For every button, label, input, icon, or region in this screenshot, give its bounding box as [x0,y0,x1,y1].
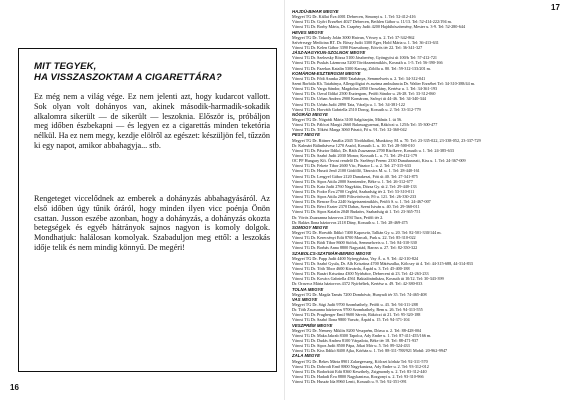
list-item: Dr. Kalmári Bálinthávesz 1270 Aszód, Kossuth L. u. 10. Tel: 28-500-010 [292,142,415,148]
list-item: Városi TG Dr. Bodorkúti Edit 8360 Keszthely, Zsigmondy u. 2. Tel: 83-312-440 [292,368,427,374]
list-item: Városi TG Dr. Borhy Márta, Dr. Csapény Judit 4200 Hajdúböszörmény, Mester u. 3-9. Tel: 52-280-644 [292,24,466,30]
county-heading: VESZPRÉM MEGYE [292,322,333,328]
list-item: Városi TG Dr. Sipos Attila 2085 Pilisvörösvár, Fő u. 121. Tel: 26-330-233 [292,194,417,200]
list-item: Városi TG Dr. Tóth Tibor 4600 Kisvárda, Árpád u. 3. Tel: 45-400-188 [292,266,410,272]
list-item: Városi TG Dr. Puskás Lázmrosa 5200 Törökszentmiklós, Kossuth u. 1-5. Tel: 56-390-166 [292,60,443,66]
county-heading: JÁSZ-NAGYKUN-SZOLNOK MEGYE [292,50,366,56]
list-item: Szívérrsegy Medicina BT. Dr. Böszy Judit 3300 Eger, Hold Mária u. 1. Tel: 36-413-631 [292,39,439,45]
list-item: Városi TG Dr. Szabó Gyula, Dr. Alb Krisztina 4700 Mátészalka, Kölcsey út 4. Tel: 44-315-688, 44-314-833 [292,260,473,266]
list-item: Városi TG Dr. Maka Jakrab 8300 Tapolca, Ady Endre u. 1. Tel: 87-411-455/166 m. [292,332,432,338]
list-item: Városi TG Dr. Sipos Judit 8500 Pápa, Jókai Mór u. 5. Tel: 89-324-433 [292,343,410,349]
list-item: Városi TG Dr. Prugberger Emil 9600 Sárvár, Rákóczi út 21. Tel: 95-320-188 [292,312,421,318]
list-item: Városi TG Dr. Horváth Gabriella 2510 Dorog, Kossuth u. 2. Tel: 33-312-779 [292,106,421,112]
list-item: Megyei TG Dr. Sági Judit 9700 Szombathely, Petőfi u. 43. Tel: 94-311-288 [292,302,418,308]
list-item: Megyei TG Dr. Tokody Jolán 3000 Hatvan, Vécsey u. 2. Tel: 37-342-862 [292,34,415,40]
box-title-line1: MIT TEGYEK, [34,61,97,72]
list-item: Városi TG Dr. Pásztor Ildikó, Dr. Ráth Zsuzsanna 2700 Rácfkeve, Kossuth u. 1. Tel: 24-385-633 [292,147,454,153]
county-heading: VAS MEGYE [292,296,318,302]
list-item: Városi TG Dr. Fődi Aranka 2800 Tatabánya, Semmelweis u. 2. Tel: 34-312-041 [292,75,426,81]
list-item: Városi TG Dr. Kerecsényi Edit 8700 Marcali, Park u. 22. Tel: 85-310-022 [292,235,416,241]
county-heading: TOLNA MEGYE [292,286,324,292]
list-item: Városi TG Dr. Bencze Éva 2240 Szigetszentmiklós, Petőfi S. u. 1. Tel: 24-467-007 [292,199,431,205]
county-heading: KOMÁROM-ESZTERGOM MEGYE [292,70,361,76]
list-item: Városi TG Dr. Hadadi Éva 8800 Nagykanizsa, Rozgonyi u. 2. Tel: 93-310-966 [292,373,424,379]
list-item: Városi TG Dr. Ozval Ildikó 2500 Esztergom, Petőfi Sándor u. 26-28. Tel: 33-312-060 [292,91,436,97]
box-paragraph-1: Ez még nem a világ vége. Ez nem jelenti azt, hogy kudarcot vallott. Sok olyan volt dohányos van, akinek második-harmadik-sokadik alkalomra sikerült — de sikerült — leszoknia. Először is, próbáljon meg időben észbekapni — és legyen ez a cigarettás minden teketória nélkül. Ha ez nem megy, kezdje elölről az egészet: készüljön fel, tűzzön ki egy napot, amikor abbahagyja... stb. [34,92,270,150]
list-item: Dr. Balázs Ilona háziorvos 2118 Dány, Kossuth u. 1. Tel: 28-469-475 [292,219,408,225]
list-item: Városi TG Dr. Sipos Katalin 2040 Budaörs, Szabadság út 1. Tel: 23-365-751 [292,209,421,215]
list-item: Városi TG Dr. Győri Erzsébet 4027 Debrecen, Bethlen Gábor u. 11/13. Tel: 52-414-222/194 m. [292,19,452,25]
list-item: Városi TG Dr. Huszti Jenő 2100 Gödöllő, Táncsics M. u. 1. Tel: 28-440-161 [292,168,420,174]
list-item: Városi TG Dr. Szabó Judit 2030 Monor, Kossuth L. u. 71. Tel: 29-412-179 [292,152,418,158]
county-heading: SZABOLCS-SZATMÁR-BEREG MEGYE [292,250,372,256]
list-item: Megyei TG Dr. Rittner Amália 2045 Törökbálint, Munkácsy M. u. 70. Tel: 23-335-022, 23-338-052, 23-337-729 [292,137,481,143]
list-item: Megyei TG Dr. Papp Judit 4400 Nyíregyháza, Vay Á. u. 9. Tel: 42-310-824 [292,255,419,261]
list-item: Városi TG Dr. Fodor Éva 2700 Cegléd, Szabadság tér 2. Tel: 53-310-011 [292,188,415,194]
county-heading: PEST MEGYE [292,132,320,138]
list-item: Városi TG Dr. Kata Judit 2760 Nagykáta, Dózsa Gy. út 2. Tel: 29-440-133 [292,183,417,189]
list-item: Dr. Oravecz Mária háziorvos 4372 Nyírbéltek, Kertész u. 49. Tel: 42-380-033 [292,281,423,287]
list-item: Városi TG Dr. Dobrodi Ernő 8800 Nagykanizsa, Ady Endre u. 2. Tel: 93-312-012 [292,363,429,369]
list-item: Városi TG Dr. Varga Sándor, Magdolna 2850 Oroszlány, Kertész u. 1. Tel: 34-361-193 [292,86,438,92]
list-item: Megyei TG Dr. Bekes Márta 8901 Zalaegerszeg, Kölcsei körház Tel: 92-311-570 [292,358,428,364]
list-item: Városi TG Dr. Huszár Ida 8960 Lenti, Kossuth u. 9. Tel: 92-351-091 [292,379,407,385]
list-item: Megyei TG Dr. Horváth Ildikó 7400 Kaposvár, Tallián Gy. u. 20. Tel: 82-501-330/144 m. [292,230,442,236]
list-item: Dr. Tóth Zsuzsanna háziorvos 9700 Szombathely, Bem u. 26. Tel: 94-313-555 [292,307,423,313]
list-item: Megyei TG Dr. Magda Tamás 7200 Dombóvár, Hunyadi tér 35. Tel: 74-465-408 [292,291,427,297]
county-heading: ZALA MEGYE [292,353,321,359]
list-item: Városi TG Dr. Kiss Ildikó 8400 Ajka, Kórház u. 1. Tel: 88-311-788/921 Mobil: 20-962-9947 [292,348,448,354]
list-item: Városi TG Dr. Tőkési Marga 3060 Pásztó, Fő u. 91. Tel: 32-360-042 [292,127,407,133]
list-item: Városi TG Dr. Bérci Eszter 2370 Dabas, Szent István u. 40. Tel: 29-360-011 [292,204,420,210]
county-heading: HEVES MEGYE [292,29,324,35]
list-item: Városi TG Dr. Dudás Andrea 8100 Várpalota, Béke tér 18. Tel: 88-471-937 [292,338,419,343]
county-heading: SOMOGY MEGYE [292,224,328,230]
gutter [284,0,285,400]
list-item: Városi TG Dr. Szelezsky Rózsa 5100 Jászberény, Gyöngyösi út 100/b Tel: 57-412-721 [292,55,438,61]
list-item: Városi TG Dr. Basári Krisztina 4300 Nyírbátor, Debreceni út 23. Tel: 42-263-233 [292,271,429,277]
list-item: Városi TG Dr. Pálóczi Margit 2660 Balassagyarmat, Rákóczi u. 125/b Tel: 35-300-477 [292,122,438,128]
list-item: Városi TG Dr. Kelen Gábor 3390 Füzesabony, Eötvös tér 22. Tel: 36-341-327 [292,44,423,50]
list-item: Városi TG Dr. Bódi Tibor 8600 Siófok, Semmelweis u. 1. Tel: 84-310-330 [292,240,417,246]
left-page [0,0,283,400]
list-item: Szent Borbála Kh. Tatabánya, Allergológiai és asztma ambulancia Dr. Walter Erzsébet Tel: 34-310-388/44 m. [292,80,476,86]
list-item: Megyei TG Dr. Nógrádi Mária 3100 Salgótarján, Málnás 1. út 56. [292,116,403,122]
box-title-line2: HA VISSZASZOKTAM A CIGARETTÁRA? [34,72,222,83]
list-item: Városi TG Dr. Urbán Judit 2890 Tata, Váralja u. 1. Tel: 34-381-122 [292,101,405,107]
box-paragraph-2: Rengeteget viccelődnek az emberek a dohányzás abbahagyásáról. Az első időben úgy tűnik óráról, hogy minden ilyen vicc poénja Önön csattan. Jusson eszébe azonban, hogy a dohányzás, a dohányzás okozta betegségek és egyéb hátrányok sajnos nagyon is komoly dolgok. Mondhatjuk: halálosan komolyak. Szabaduljon meg ettől: a leszokás idője telik és nem mindig könnyű. De megéri! [34,194,270,252]
page-number-right: 17 [551,3,560,12]
list-item: Megyei TG Dr. Kállai Éva 4001 Debrecen, Simonyi u. 1. Tel: 52-412-416 [292,14,416,20]
list-item: Városi TG Dr. Lengyel Gábor 2120 Dunakeszi, Fóti út 40. Tel: 27-341-875 [292,173,418,179]
page-number-left: 16 [10,383,19,392]
county-heading: HAJDÚ-BIHAR MEGYE [292,9,339,14]
list-item: Megyei TG Dr. Nemesy Miklós 8200 Veszprém, Dózsa u. 2. Tel: 88-428-004 [292,327,422,333]
county-heading: NÓGRÁD MEGYE [292,111,328,117]
list-item: OC PF Hungary Kft. Örvosi rendelő Dr. Szelényi Ferenc 2330 Dunaharaszti, Kiss u. 1. Tel: 24-367-009 [292,158,466,164]
address-list [292,9,566,384]
list-item: Városi TG Dr. Sipos Attila 2000 Szentendre, Béke u. 1. Tel: 26-312-677 [292,178,413,184]
list-item: Városi TG Dr. Kovács Gabriella 4561 Baktalórántháza, Kossuth út 10/12. Tel: 30-343-399 [292,276,444,282]
list-item: Városi TG Dr. Fazekas Katalin 5300 Karcag, Zöldfa u. 80. Tel: 59-312-133/201 m. [292,65,431,71]
list-item: Városi TG Dr. Borbás Anna 8800 Nagyatád, Baross u. 27. Tel: 82-350-322 [292,245,418,251]
box-title [34,61,268,83]
list-item: Városi TG Dr. Szabó Ilona 9800 Vasvár, Árpád u. 15. Tel: 94-371-104 [292,317,410,323]
list-item: Dr. Vörös Zsuzsanna házorvos 2194 Tura, Petőfi tér 2. [292,214,384,220]
list-item: Városi TG Dr. Urban Andrea 2900 Komárom, Szőnyi út 44-46. Tel: 34-340-344 [292,96,426,102]
list-item: Városi TG Dr. Fekete Tibor 2600 Vác, Pásztor L. u. 2. Tel: 27-315-633 [292,163,411,169]
